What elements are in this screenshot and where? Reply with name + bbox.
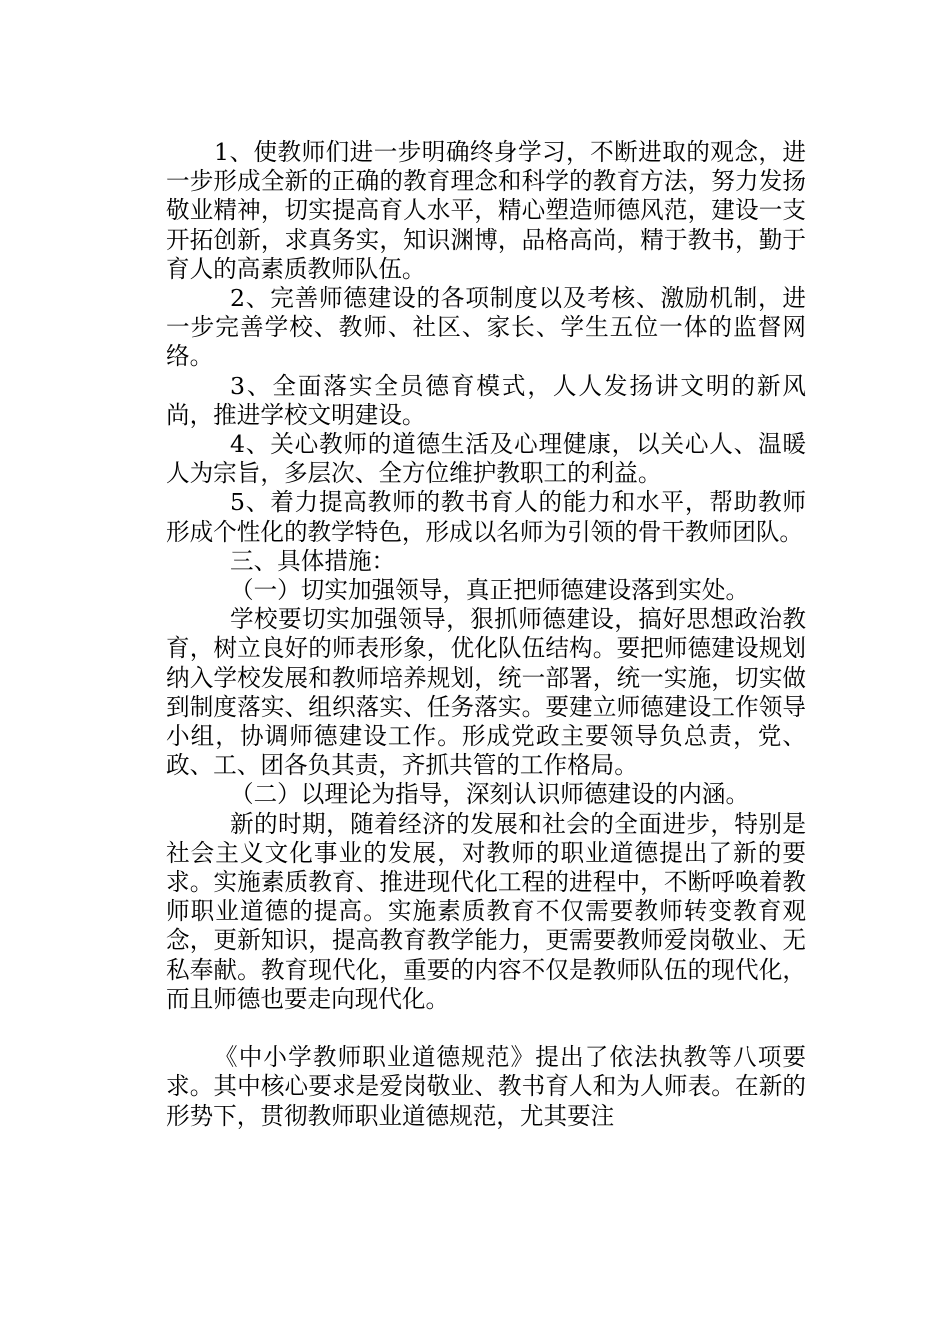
subheading-measure-1: （一）切实加强领导，真正把师德建设落到实处。	[230, 576, 750, 605]
paragraph-goal-1: 1、使教师们进一步明确终身学习，不断进取的观念，进一步形成全新的正确的教育理念和科学的教育方法，努力发扬敬业精神，切实提高育人水平，精心塑造师德风范，建设一支开拓创新，求真务实，知识渊博，品格高尚，精于教书，勤于育人的高素质教师队伍。	[166, 138, 806, 283]
blank-line	[166, 1014, 806, 1043]
paragraph-goal-5: 5、着力提高教师的教书育人的能力和水平，帮助教师形成个性化的教学特色，形成以名师为引领的骨干教师团队。	[166, 488, 806, 546]
paragraph-measure-2: 新的时期，随着经济的发展和社会的全面进步，特别是社会主义文化事业的发展，对教师的职业道德提出了新的要求。实施素质教育、推进现代化工程的进程中，不断呼唤着教师职业道德的提高。实施素质教育不仅需要教师转变教育观念，更新知识，提高教育教学能力，更需要教师爱岗敬业、无私奉献。教育现代化，重要的内容不仅是教师队伍的现代化，而且师德也要走向现代化。	[166, 809, 806, 1013]
paragraph-measure-1: 学校要切实加强领导，狠抓师德建设，搞好思想政治教育，树立良好的师表形象，优化队伍结构。要把师德建设规划纳入学校发展和教师培养规划，统一部署，统一实施，切实做到制度落实、组织落实、任务落实。要建立师德建设工作领导小组，协调师德建设工作。形成党政主要领导负总责，党、政、工、团各负其责，齐抓共管的工作格局。	[166, 605, 806, 780]
paragraph-goal-4: 4、关心教师的道德生活及心理健康，以关心人、温暖人为宗旨，多层次、全方位维护教职工的利益。	[166, 430, 806, 488]
section-heading-measures: 三、具体措施：	[230, 546, 396, 575]
paragraph-code-of-ethics: 《中小学教师职业道德规范》提出了依法执教等八项要求。其中核心要求是爱岗敬业、教书育人和为人师表。在新的形势下，贯彻教师职业道德规范，尤其要注	[166, 1043, 806, 1130]
paragraph-goal-3: 3、全面落实全员德育模式，人人发扬讲文明的新风尚，推进学校文明建设。	[166, 371, 806, 429]
subheading-measure-2: （二）以理论为指导，深刻认识师德建设的内涵。	[230, 780, 750, 809]
paragraph-goal-2: 2、完善师德建设的各项制度以及考核、激励机制，进一步完善学校、教师、社区、家长、学生五位一体的监督网络。	[166, 284, 806, 371]
document-body	[166, 138, 806, 1131]
